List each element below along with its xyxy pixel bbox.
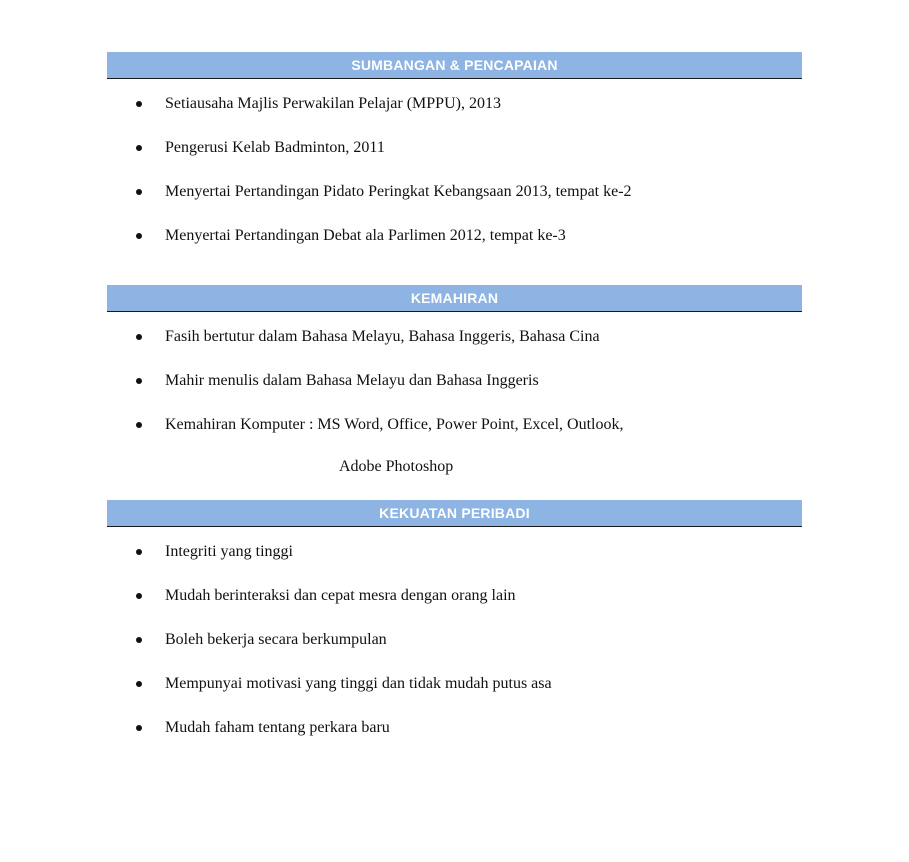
bullet-icon bbox=[136, 593, 142, 599]
list-item bbox=[107, 659, 802, 703]
list-item-text: Menyertai Pertandingan Pidato Peringkat Kebangsaan 2013, tempat ke-2 bbox=[165, 183, 632, 200]
section-kekuatan-peribadi bbox=[107, 500, 802, 747]
list-item-text: Mudah berinteraksi dan cepat mesra dengan orang lain bbox=[165, 587, 516, 604]
list-item bbox=[107, 527, 802, 571]
list-item-text: Mahir menulis dalam Bahasa Melayu dan Bahasa Inggeris bbox=[165, 372, 539, 389]
skills-list bbox=[107, 312, 802, 475]
bullet-icon bbox=[136, 422, 142, 428]
list-item-continuation: Adobe Photoshop bbox=[339, 458, 454, 475]
bullet-icon bbox=[136, 101, 142, 107]
list-item-text: Mudah faham tentang perkara baru bbox=[165, 719, 390, 736]
section-title: KEMAHIRAN bbox=[410, 290, 499, 306]
bullet-icon bbox=[136, 145, 142, 151]
bullet-icon bbox=[136, 549, 142, 555]
bullet-icon bbox=[136, 637, 142, 643]
list-item bbox=[107, 167, 802, 211]
list-item bbox=[107, 356, 802, 400]
list-item bbox=[107, 123, 802, 167]
list-item-text: Kemahiran Komputer : MS Word, Office, Power Point, Excel, Outlook, bbox=[165, 416, 624, 433]
bullet-icon bbox=[136, 334, 142, 340]
section-kemahiran bbox=[107, 285, 802, 475]
list-item-text: Pengerusi Kelab Badminton, 2011 bbox=[165, 139, 385, 156]
strengths-list bbox=[107, 527, 802, 747]
section-header bbox=[107, 500, 802, 527]
list-item bbox=[107, 312, 802, 356]
section-header bbox=[107, 285, 802, 312]
bullet-icon bbox=[136, 189, 142, 195]
section-title: SUMBANGAN & PENCAPAIAN bbox=[351, 57, 558, 73]
list-item bbox=[107, 79, 802, 123]
list-item bbox=[107, 615, 802, 659]
bullet-icon bbox=[136, 725, 142, 731]
list-item-text: Setiausaha Majlis Perwakilan Pelajar (MPPU), 2013 bbox=[165, 95, 501, 112]
list-item-text: Menyertai Pertandingan Debat ala Parlimen 2012, tempat ke-3 bbox=[165, 227, 566, 244]
bullet-icon bbox=[136, 378, 142, 384]
list-item-text: Boleh bekerja secara berkumpulan bbox=[165, 631, 387, 648]
section-title: KEKUATAN PERIBADI bbox=[379, 505, 530, 521]
list-item bbox=[107, 571, 802, 615]
achievement-list bbox=[107, 79, 802, 255]
bullet-icon bbox=[136, 233, 142, 239]
list-item bbox=[107, 400, 802, 475]
section-sumbangan-pencapaian bbox=[107, 52, 802, 255]
list-item bbox=[107, 703, 802, 747]
list-item-text: Integriti yang tinggi bbox=[165, 543, 293, 560]
list-item bbox=[107, 211, 802, 255]
list-item-text: Fasih bertutur dalam Bahasa Melayu, Bahasa Inggeris, Bahasa Cina bbox=[165, 328, 600, 345]
section-header bbox=[107, 52, 802, 79]
list-item-text: Mempunyai motivasi yang tinggi dan tidak mudah putus asa bbox=[165, 675, 552, 692]
bullet-icon bbox=[136, 681, 142, 687]
